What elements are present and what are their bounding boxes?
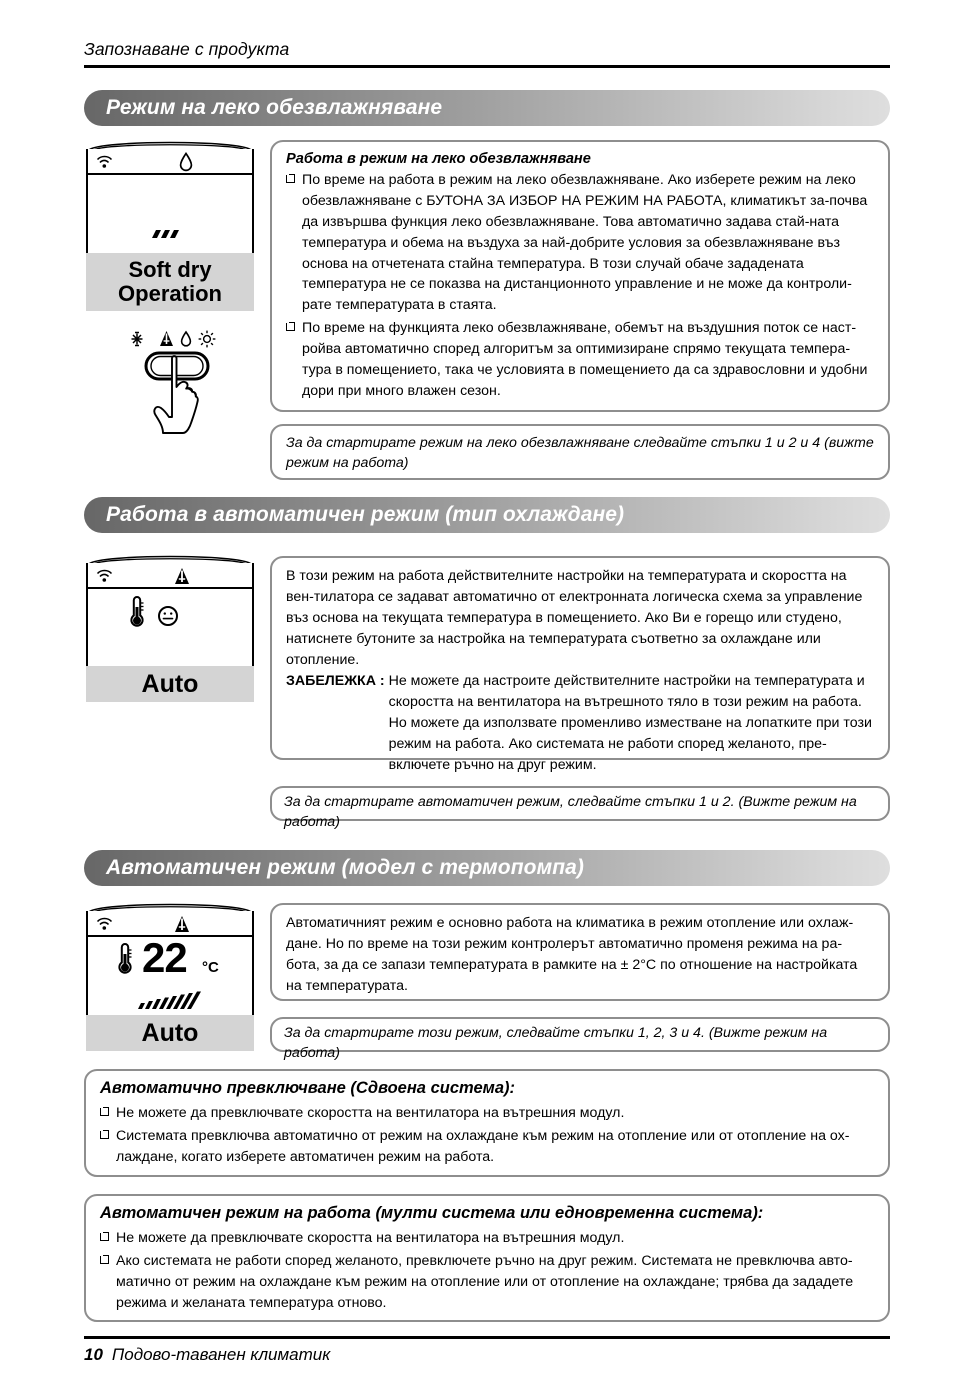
sun-icon (199, 331, 216, 348)
remote-top-arc (86, 552, 254, 563)
bullet-text: Не можете да превключвате скоростта на вентилатора на вътрешния модул. (116, 1230, 625, 1246)
section-title-auto-cooling: Работа в автоматичен режим (тип охлаждане) (106, 503, 625, 526)
bullet-text: По време на работа в режим на леко обезвлажняване. Ако изберете режим на леко обезвлажняване с БУТОНА ЗА ИЗБОР НА РЕЖИМ НА РАБОТА, климатикът за-почва да извършва функция леко обезвлажняване. Това автоматично задава стай-ната температура и обема на въздуха за най-добрите условия за обезвлажняване въз основа на отчетената стайна температура. В този случай обаче зададената температура не се показва на дистанционното управление и не може да контроли-рате температурата в стаята. (302, 172, 868, 314)
remote-display-soft-dry (86, 138, 254, 257)
note-text-auto-cooling: За да стартирате автоматичен режим, следвайте стъпки 1 и 2. (Вижте режим на работа) (284, 794, 857, 830)
list-item (100, 1251, 874, 1314)
notebox-auto-heatpump (270, 1017, 890, 1061)
fan-speed-low-icon (150, 227, 186, 245)
running-head (84, 40, 890, 68)
footer-product-name: Подово-таванен климатик (111, 1345, 331, 1364)
note-text-auto-heatpump: За да стартирате този режим, следвайте стъпки 1, 2, 3 и 4. (Вижте режим на работа) (284, 1025, 828, 1061)
panel-label-text: Auto (141, 669, 199, 698)
list-item (286, 318, 874, 402)
infobox-auto-multi (84, 1194, 890, 1322)
bullet-list-auto-changeover (100, 1103, 874, 1168)
section-header-soft-dry (84, 90, 890, 126)
checkbox-bullet-icon (286, 174, 295, 183)
textbox-auto-cooling (270, 556, 890, 773)
checkbox-bullet-icon (100, 1107, 109, 1116)
footer (84, 1345, 330, 1365)
remote-lcd-frame (86, 911, 254, 1019)
paragraph-auto-cooling: В този режим на работа действителните настройки на температурата и скоростта на вен-тилатора се задават автоматично от електронната логическа схема за управление въз основа на текущата температура в помещението. Ако Ви е горещо или студено, натиснете бутоните за настройка на температурата съответно за охлаждане или отопление. (286, 568, 863, 668)
note-body: Не можете да настроите действителните настройки на температурата и скоростта на вентилатора на вътрешното тяло в този режим на работа. Но можете да използвате променливо изместване на лопатките при този режим на работа. Ако системата не работи според желаното, пре-включете ръчно на друг режим. (388, 673, 872, 773)
smiley-face-icon (157, 605, 179, 632)
section-header-auto-cooling (84, 497, 890, 533)
list-item (286, 170, 874, 316)
panel-label-auto-heatpump (86, 1015, 254, 1051)
checkbox-bullet-icon (100, 1255, 109, 1264)
note-label: ЗАБЕЛЕЖКА : (286, 673, 385, 690)
heading-auto-changeover: Автоматично превключване (Сдвоена система): (100, 1079, 515, 1097)
list-item (100, 1103, 874, 1124)
remote-display-auto-cooling (86, 552, 254, 671)
bullet-list-auto-multi (100, 1228, 874, 1314)
list-item (100, 1228, 874, 1249)
auto-mode-icon (172, 566, 192, 591)
bullet-text: Не можете да превключвате скоростта на вентилатора на вътрешния модул. (116, 1105, 625, 1121)
lcd-body (88, 589, 252, 668)
remote-top-arc (86, 900, 254, 911)
page-number: 10 (84, 1345, 103, 1364)
infobox-auto-changeover (84, 1069, 890, 1177)
auto-mode-icon (160, 331, 173, 346)
lcd-body (88, 175, 252, 254)
checkbox-bullet-icon (100, 1130, 109, 1139)
lcd-status-bar (88, 563, 252, 589)
bullet-list-soft-dry (286, 170, 874, 402)
panel-label-soft-dry (86, 253, 254, 311)
note-block-auto-cooling (286, 671, 874, 775)
checkbox-bullet-icon (100, 1232, 109, 1241)
textbox-auto-heatpump (270, 903, 890, 1001)
note-text-soft-dry: За да стартирате режим на леко обезвлажняване следвайте стъпки 1 и 2 и 4 (вижте режим на работа) (286, 435, 874, 471)
footer-rule (84, 1336, 890, 1339)
textbox-soft-dry (270, 140, 890, 412)
mode-select-button-illustration[interactable] (125, 330, 237, 440)
thermometer-icon (116, 942, 134, 981)
notebox-auto-cooling (270, 786, 890, 830)
water-drop-icon (182, 332, 191, 346)
running-head-text: Запознаване с продукта (84, 39, 290, 59)
lcd-body (88, 934, 252, 1016)
water-drop-icon (179, 152, 193, 177)
running-head-rule (84, 65, 890, 68)
section-title-soft-dry: Режим на леко обезвлажняване (106, 96, 443, 119)
heading-auto-multi: Автоматичен режим на работа (мулти система или едновременна система): (100, 1204, 764, 1222)
signal-icon (96, 568, 113, 588)
remote-lcd-frame (86, 149, 254, 257)
bullet-text: Ако системата не работи според желаното, превключете ръчно на друг режим. Системата не превключва авто-матично от режим на охлаждане към режим на отопление или от отопление на охлаждане; трябва да зададете режима и желаната температура отново. (116, 1252, 854, 1311)
panel-label-line1: Soft dry (128, 257, 212, 283)
panel-label-auto-cooling (86, 666, 254, 702)
bullet-text: По време на функцията леко обезвлажняване, обемът на въздушния поток се наст-ройва автоматично според алгоритъм за оптимизиране спрямо текущата темпера-тура в помещението, така че условията в помещението да са здравословни и удобни дори при много влажен сезон. (302, 320, 868, 399)
fan-speed-bars-icon (136, 989, 206, 1016)
panel-label-line2: Operation (118, 281, 222, 306)
notebox-soft-dry (270, 424, 890, 480)
list-item (100, 1126, 874, 1168)
lcd-temperature-unit: °C (202, 959, 219, 976)
panel-label-text: Auto (141, 1018, 199, 1047)
signal-icon (96, 154, 113, 174)
remote-top-arc (86, 138, 254, 149)
signal-icon (96, 916, 113, 936)
snowflake-icon (132, 333, 143, 346)
bullet-text: Системата превключва автоматично от режим на охлаждане към режим на отопление или от отопление на ох-лаждане, когато изберете автоматичен режим на работа. (116, 1127, 850, 1165)
section-title-auto-heatpump: Автоматичен режим (модел с термопомпа) (106, 856, 585, 879)
lcd-status-bar (88, 149, 252, 175)
remote-display-auto-heatpump (86, 900, 254, 1019)
checkbox-bullet-icon (286, 322, 295, 331)
paragraph-auto-heatpump: Автоматичният режим е основно работа на климатика в режим отопление или охлаж-дане. Но по време на този режим контролерът автоматично променя режима на ра-бота, за да се запази температурата в рамките на ± 2°C по отношение на настройката на температурата. (286, 915, 858, 994)
section-header-auto-heatpump (84, 850, 890, 886)
thermometer-icon (128, 595, 146, 634)
heading-soft-dry: Работа в режим на леко обезвлажняване (286, 151, 591, 167)
lcd-temperature-value: 22 (142, 934, 187, 981)
remote-lcd-frame (86, 563, 254, 671)
